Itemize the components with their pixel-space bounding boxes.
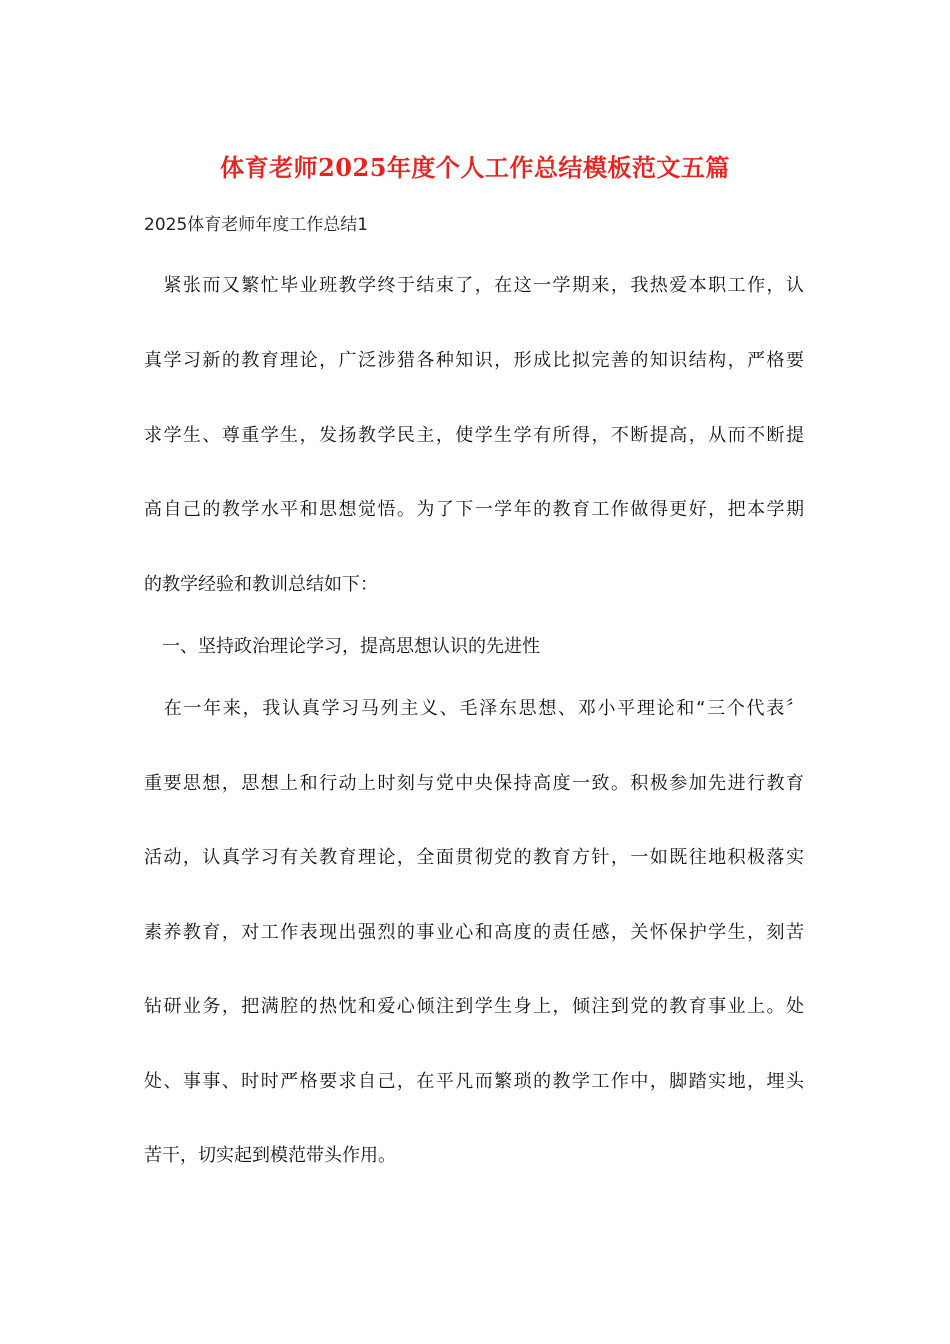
paragraph-line: 在一年来，我认真学习马列主义、毛泽东思想、邓小平理论和“三个代表〞 [144,698,804,719]
paragraph-line: 紧张而又繁忙毕业班教学终于结束了，在这一学期来，我热爱本职工作，认 [144,275,804,296]
paragraph-line: 苦干，切实起到模范带头作用。 [144,1145,396,1166]
paragraph-line: 真学习新的教育理论，广泛涉猎各种知识，形成比拟完善的知识结构，严格要 [144,350,804,371]
section-subtitle: 2025体育老师年度工作总结1 [144,215,369,235]
paragraph-line: 素养教育，对工作表现出强烈的事业心和高度的责任感，关怀保护学生，刻苦 [144,922,804,943]
paragraph-line: 重要思想，思想上和行动上时刻与党中央保持高度一致。积极参加先进行教育 [144,773,804,794]
paragraph-line: 的教学经验和教训总结如下： [144,574,378,595]
section-heading: 一、坚持政治理论学习，提高思想认识的先进性 [144,636,540,657]
paragraph-line: 高自己的教学水平和思想觉悟。为了下一学年的教育工作做得更好，把本学期 [144,499,804,520]
paragraph-line: 求学生、尊重学生，发扬教学民主，使学生学有所得，不断提高，从而不断提 [144,425,804,446]
paragraph-line: 活动，认真学习有关教育理论，全面贯彻党的教育方针，一如既往地积极落实 [144,847,804,868]
paragraph-line: 钻研业务，把满腔的热忱和爱心倾注到学生身上，倾注到党的教育事业上。处 [144,996,804,1017]
document-title: 体育老师2025年度个人工作总结模板范文五篇 [220,153,730,182]
paragraph-line: 处、事事、时时严格要求自己，在平凡而繁琐的教学工作中，脚踏实地，埋头 [144,1071,804,1092]
